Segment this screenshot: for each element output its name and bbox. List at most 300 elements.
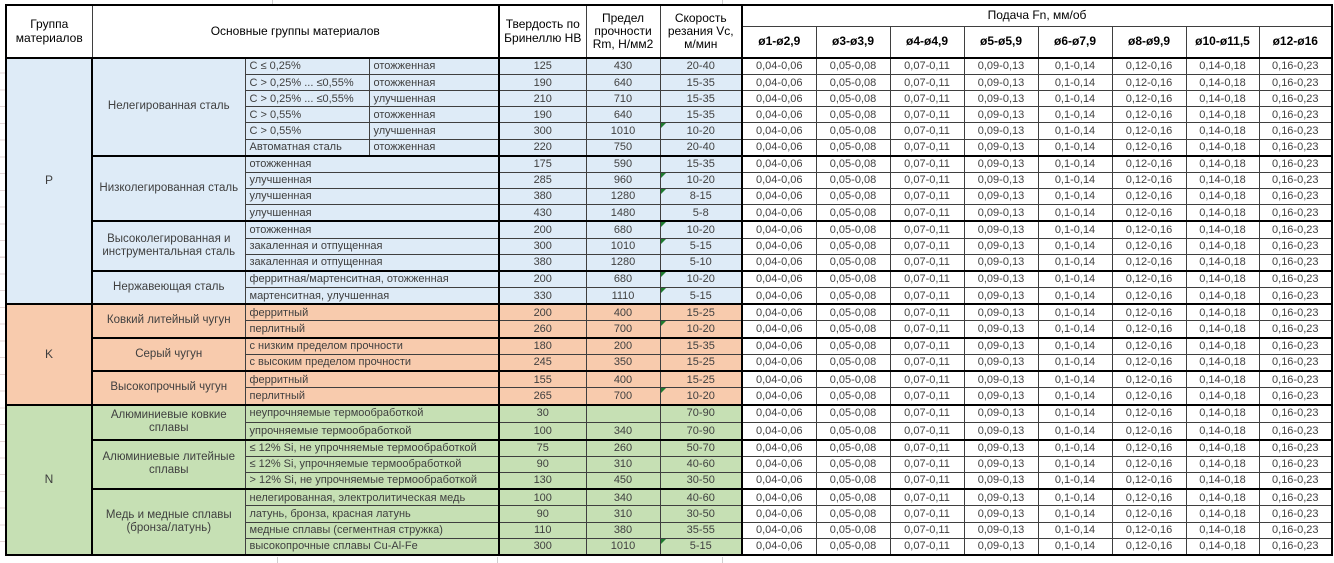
cell-feed: 0,14-0,18 (1186, 354, 1259, 371)
header-feed: Подача Fn, мм/об (742, 5, 1332, 27)
header-main-groups: Основные группы материалов (92, 5, 499, 58)
cell-feed: 0,07-0,11 (890, 139, 964, 156)
cell-feed: 0,12-0,16 (1112, 205, 1186, 222)
cell-feed: 0,1-0,14 (1038, 254, 1112, 271)
cell-speed-vc (660, 405, 742, 423)
cell-feed: 0,16-0,23 (1259, 538, 1332, 555)
cell-speed-vc-text: 15-35 (686, 340, 715, 353)
cell-feed: 0,07-0,11 (890, 91, 964, 107)
cell-feed: 0,16-0,23 (1259, 489, 1332, 506)
cell-speed-vc-text: 5-10 (689, 256, 712, 269)
cell-speed-vc (660, 506, 742, 522)
cell-hardness-hb: 300 (499, 123, 586, 139)
cell-speed-vc-text: 35-55 (686, 523, 715, 536)
cell-hardness-hb: 30 (499, 405, 586, 423)
cell-feed: 0,14-0,18 (1186, 422, 1259, 440)
cell-section-name: Ковкий литейный чугун (92, 304, 245, 337)
cell-material-state: отожженная (369, 107, 499, 123)
cell-material-detail: отожженная (245, 156, 499, 173)
cell-speed-vc-text: 20-40 (686, 60, 715, 73)
cell-speed-vc-text: 40-60 (686, 458, 715, 471)
cell-feed: 0,09-0,13 (964, 91, 1038, 107)
cell-section-name: Алюминиевые литейные сплавы (92, 440, 245, 490)
cell-feed: 0,09-0,13 (964, 58, 1038, 75)
cell-feed: 0,04-0,06 (742, 354, 816, 371)
cell-feed: 0,04-0,06 (742, 189, 816, 205)
cell-feed: 0,16-0,23 (1259, 156, 1332, 173)
cell-speed-vc (660, 254, 742, 271)
cell-material-detail: ферритный (245, 371, 499, 388)
cell-feed: 0,05-0,08 (816, 321, 890, 338)
cell-feed: 0,1-0,14 (1038, 238, 1112, 254)
cell-material-detail: перлитный (245, 388, 499, 405)
cell-feed: 0,04-0,06 (742, 371, 816, 388)
cell-feed: 0,16-0,23 (1259, 91, 1332, 107)
cell-feed: 0,12-0,16 (1112, 221, 1186, 238)
cell-feed: 0,1-0,14 (1038, 271, 1112, 288)
cell-feed: 0,14-0,18 (1186, 405, 1259, 423)
cell-feed: 0,16-0,23 (1259, 338, 1332, 355)
cell-feed: 0,12-0,16 (1112, 288, 1186, 305)
cell-feed: 0,09-0,13 (964, 288, 1038, 305)
cell-material-detail: Автоматная сталь (245, 139, 369, 156)
cell-material-detail: улучшенная (245, 205, 499, 222)
cell-strength-rm: 1010 (586, 538, 660, 555)
cell-feed: 0,09-0,13 (964, 321, 1038, 338)
cell-feed: 0,12-0,16 (1112, 156, 1186, 173)
cell-feed: 0,1-0,14 (1038, 205, 1112, 222)
cell-material-detail: отожженная (245, 221, 499, 238)
error-indicator-icon (661, 539, 666, 544)
cell-feed: 0,14-0,18 (1186, 189, 1259, 205)
cell-feed: 0,16-0,23 (1259, 422, 1332, 440)
cell-speed-vc-text: 5-15 (689, 540, 712, 553)
cell-feed: 0,16-0,23 (1259, 371, 1332, 388)
cell-feed: 0,1-0,14 (1038, 139, 1112, 156)
cell-group-letter: K (6, 304, 92, 404)
cell-speed-vc (660, 304, 742, 321)
cell-feed: 0,04-0,06 (742, 456, 816, 472)
cell-feed: 0,09-0,13 (964, 139, 1038, 156)
cell-strength-rm: 710 (586, 91, 660, 107)
cell-section-name: Нелегированная сталь (92, 58, 245, 156)
cell-feed: 0,1-0,14 (1038, 354, 1112, 371)
cell-feed: 0,05-0,08 (816, 422, 890, 440)
cell-feed: 0,1-0,14 (1038, 91, 1112, 107)
cell-hardness-hb: 75 (499, 440, 586, 457)
header-diameter: ø3-ø3,9 (816, 27, 890, 59)
cell-material-detail: мартенситная, улучшенная (245, 288, 499, 305)
cell-feed: 0,07-0,11 (890, 205, 964, 222)
cell-feed: 0,1-0,14 (1038, 221, 1112, 238)
cell-feed: 0,16-0,23 (1259, 473, 1332, 490)
cell-strength-rm: 1110 (586, 288, 660, 305)
cell-feed: 0,16-0,23 (1259, 304, 1332, 321)
cell-feed: 0,14-0,18 (1186, 107, 1259, 123)
cell-feed: 0,12-0,16 (1112, 473, 1186, 490)
cell-material-detail: высокопрочные сплавы Cu-Al-Fe (245, 538, 499, 555)
cell-speed-vc-text: 70-90 (686, 424, 715, 437)
cell-hardness-hb: 200 (499, 304, 586, 321)
cell-material-detail: C ≤ 0,25% (245, 58, 369, 75)
cell-speed-vc (660, 489, 742, 506)
cell-feed: 0,12-0,16 (1112, 456, 1186, 472)
cell-speed-vc (660, 354, 742, 371)
cell-section-name: Нержавеющая сталь (92, 271, 245, 304)
error-indicator-icon (661, 222, 666, 227)
cell-feed: 0,09-0,13 (964, 473, 1038, 490)
cell-speed-vc-text: 50-70 (686, 442, 715, 455)
cutting-data-table (5, 4, 1333, 556)
cell-speed-vc-text: 15-25 (686, 356, 715, 369)
cell-feed: 0,12-0,16 (1112, 388, 1186, 405)
cell-feed: 0,16-0,23 (1259, 107, 1332, 123)
cell-feed: 0,04-0,06 (742, 489, 816, 506)
cell-feed: 0,09-0,13 (964, 271, 1038, 288)
cell-feed: 0,07-0,11 (890, 304, 964, 321)
cell-speed-vc (660, 123, 742, 139)
cell-feed: 0,05-0,08 (816, 58, 890, 75)
cell-speed-vc-text: 70-90 (686, 407, 715, 420)
cell-feed: 0,1-0,14 (1038, 489, 1112, 506)
cell-speed-vc (660, 238, 742, 254)
cell-feed: 0,16-0,23 (1259, 522, 1332, 538)
cell-feed: 0,07-0,11 (890, 405, 964, 423)
header-speed-vc: Скорость резания Vc, м/мин (660, 5, 742, 58)
cell-feed: 0,09-0,13 (964, 304, 1038, 321)
cell-feed: 0,1-0,14 (1038, 473, 1112, 490)
cell-speed-vc-text: 20-40 (686, 141, 715, 154)
cell-hardness-hb: 100 (499, 489, 586, 506)
cell-feed: 0,05-0,08 (816, 156, 890, 173)
cell-feed: 0,04-0,06 (742, 388, 816, 405)
cell-hardness-hb: 265 (499, 388, 586, 405)
cell-speed-vc (660, 456, 742, 472)
cell-feed: 0,12-0,16 (1112, 489, 1186, 506)
cell-feed: 0,04-0,06 (742, 172, 816, 188)
cell-hardness-hb: 380 (499, 254, 586, 271)
cell-material-detail: ≤ 12% Si, упрочняемые термообработкой (245, 456, 499, 472)
cell-feed: 0,12-0,16 (1112, 522, 1186, 538)
cell-feed: 0,07-0,11 (890, 354, 964, 371)
cell-hardness-hb: 90 (499, 506, 586, 522)
error-indicator-icon (661, 321, 666, 326)
cell-strength-rm (586, 405, 660, 423)
cell-feed: 0,05-0,08 (816, 172, 890, 188)
cell-feed: 0,1-0,14 (1038, 522, 1112, 538)
cell-speed-vc (660, 58, 742, 75)
cell-speed-vc-text: 40-60 (686, 491, 715, 504)
cell-feed: 0,09-0,13 (964, 221, 1038, 238)
cell-material-state: улучшенная (369, 123, 499, 139)
cell-feed: 0,07-0,11 (890, 156, 964, 173)
cell-feed: 0,16-0,23 (1259, 172, 1332, 188)
cell-hardness-hb: 300 (499, 538, 586, 555)
cell-strength-rm: 700 (586, 321, 660, 338)
cell-hardness-hb: 430 (499, 205, 586, 222)
cell-feed: 0,14-0,18 (1186, 321, 1259, 338)
cell-feed: 0,07-0,11 (890, 271, 964, 288)
cell-hardness-hb: 155 (499, 371, 586, 388)
cell-material-detail: ферритный (245, 304, 499, 321)
cell-feed: 0,04-0,06 (742, 58, 816, 75)
error-indicator-icon (661, 189, 666, 194)
cell-feed: 0,12-0,16 (1112, 354, 1186, 371)
cell-feed: 0,05-0,08 (816, 107, 890, 123)
sheet-gridline-stub (277, 557, 278, 563)
cell-speed-vc (660, 75, 742, 91)
cell-feed: 0,14-0,18 (1186, 254, 1259, 271)
cell-group-letter: P (6, 58, 92, 304)
cell-speed-vc (660, 422, 742, 440)
cell-feed: 0,12-0,16 (1112, 440, 1186, 457)
header-diameter: ø10-ø11,5 (1186, 27, 1259, 59)
cell-feed: 0,05-0,08 (816, 254, 890, 271)
cell-hardness-hb: 130 (499, 473, 586, 490)
cell-material-detail: упрочняемые термообработкой (245, 422, 499, 440)
cell-material-detail: ферритная/мартенситная, отожженная (245, 271, 499, 288)
cell-strength-rm: 1010 (586, 238, 660, 254)
cell-feed: 0,12-0,16 (1112, 321, 1186, 338)
cell-hardness-hb: 285 (499, 172, 586, 188)
cell-feed: 0,07-0,11 (890, 58, 964, 75)
cell-section-name: Высоколегированная и инструментальная сталь (92, 221, 245, 271)
cell-speed-vc-text: 8-15 (689, 190, 712, 203)
cell-hardness-hb: 180 (499, 338, 586, 355)
cell-feed: 0,1-0,14 (1038, 75, 1112, 91)
cell-strength-rm: 680 (586, 221, 660, 238)
cell-feed: 0,1-0,14 (1038, 189, 1112, 205)
cell-feed: 0,14-0,18 (1186, 388, 1259, 405)
cell-feed: 0,07-0,11 (890, 489, 964, 506)
header-diameter: ø4-ø4,9 (890, 27, 964, 59)
header-material-group: Группа материалов (6, 5, 92, 58)
cell-material-detail: > 12% Si, не упрочняемые термообработкой (245, 473, 499, 490)
cell-speed-vc (660, 156, 742, 173)
cell-speed-vc (660, 107, 742, 123)
cell-strength-rm: 340 (586, 489, 660, 506)
cell-feed: 0,16-0,23 (1259, 506, 1332, 522)
cell-feed: 0,05-0,08 (816, 271, 890, 288)
cell-material-detail: C > 0,25% ... ≤0,55% (245, 75, 369, 91)
cell-hardness-hb: 90 (499, 456, 586, 472)
cell-feed: 0,1-0,14 (1038, 172, 1112, 188)
cell-speed-vc-text: 10-20 (686, 174, 715, 187)
cell-speed-vc-text: 15-35 (686, 76, 715, 89)
cell-section-name: Серый чугун (92, 338, 245, 371)
cell-feed: 0,14-0,18 (1186, 338, 1259, 355)
cell-feed: 0,16-0,23 (1259, 405, 1332, 423)
cell-feed: 0,14-0,18 (1186, 172, 1259, 188)
cell-feed: 0,05-0,08 (816, 456, 890, 472)
cell-feed: 0,1-0,14 (1038, 304, 1112, 321)
cell-feed: 0,09-0,13 (964, 456, 1038, 472)
cell-hardness-hb: 260 (499, 321, 586, 338)
cell-strength-rm: 1010 (586, 123, 660, 139)
cell-feed: 0,16-0,23 (1259, 75, 1332, 91)
cell-feed: 0,09-0,13 (964, 338, 1038, 355)
cell-feed: 0,12-0,16 (1112, 405, 1186, 423)
cell-strength-rm: 700 (586, 388, 660, 405)
cell-feed: 0,07-0,11 (890, 473, 964, 490)
cell-feed: 0,05-0,08 (816, 371, 890, 388)
cell-speed-vc (660, 388, 742, 405)
cell-hardness-hb: 220 (499, 139, 586, 156)
cell-feed: 0,05-0,08 (816, 473, 890, 490)
cell-feed: 0,09-0,13 (964, 205, 1038, 222)
cell-material-state: отожженная (369, 58, 499, 75)
cell-feed: 0,16-0,23 (1259, 354, 1332, 371)
cell-feed: 0,07-0,11 (890, 254, 964, 271)
cell-strength-rm: 1280 (586, 254, 660, 271)
cell-feed: 0,04-0,06 (742, 107, 816, 123)
cell-feed: 0,07-0,11 (890, 172, 964, 188)
header-diameter: ø5-ø5,9 (964, 27, 1038, 59)
cell-feed: 0,1-0,14 (1038, 338, 1112, 355)
cell-speed-vc (660, 473, 742, 490)
cell-speed-vc (660, 522, 742, 538)
cell-hardness-hb: 380 (499, 189, 586, 205)
cell-feed: 0,09-0,13 (964, 489, 1038, 506)
cell-speed-vc-text: 10-20 (686, 322, 715, 335)
cell-feed: 0,16-0,23 (1259, 456, 1332, 472)
header-strength-rm: Предел прочности Rm, Н/мм2 (586, 5, 660, 58)
cell-strength-rm: 340 (586, 422, 660, 440)
cell-speed-vc (660, 371, 742, 388)
cell-feed: 0,14-0,18 (1186, 156, 1259, 173)
cell-speed-vc (660, 91, 742, 107)
cell-speed-vc-text: 10-20 (686, 389, 715, 402)
cell-strength-rm: 640 (586, 75, 660, 91)
cell-feed: 0,14-0,18 (1186, 440, 1259, 457)
cell-feed: 0,09-0,13 (964, 405, 1038, 423)
cell-feed: 0,04-0,06 (742, 321, 816, 338)
cell-feed: 0,14-0,18 (1186, 304, 1259, 321)
cell-strength-rm: 960 (586, 172, 660, 188)
cell-speed-vc-text: 30-50 (686, 474, 715, 487)
cell-feed: 0,05-0,08 (816, 354, 890, 371)
cell-material-detail: улучшенная (245, 189, 499, 205)
cell-feed: 0,04-0,06 (742, 238, 816, 254)
cell-strength-rm: 380 (586, 522, 660, 538)
error-indicator-icon (661, 272, 666, 277)
header-diameter: ø8-ø9,9 (1112, 27, 1186, 59)
cell-feed: 0,09-0,13 (964, 371, 1038, 388)
cell-feed: 0,05-0,08 (816, 288, 890, 305)
cell-feed: 0,05-0,08 (816, 538, 890, 555)
header-hardness-hb: Твердость по Бринеллю HB (499, 5, 586, 58)
cell-feed: 0,04-0,06 (742, 304, 816, 321)
cell-feed: 0,14-0,18 (1186, 522, 1259, 538)
cell-feed: 0,16-0,23 (1259, 238, 1332, 254)
cell-feed: 0,04-0,06 (742, 422, 816, 440)
cell-feed: 0,16-0,23 (1259, 321, 1332, 338)
cell-material-detail: C > 0,25% ... ≤0,55% (245, 91, 369, 107)
cell-feed: 0,14-0,18 (1186, 456, 1259, 472)
cell-feed: 0,04-0,06 (742, 288, 816, 305)
cell-feed: 0,16-0,23 (1259, 288, 1332, 305)
cell-feed: 0,16-0,23 (1259, 189, 1332, 205)
cell-feed: 0,04-0,06 (742, 473, 816, 490)
cell-feed: 0,12-0,16 (1112, 371, 1186, 388)
cell-feed: 0,05-0,08 (816, 221, 890, 238)
cell-feed: 0,05-0,08 (816, 338, 890, 355)
cell-feed: 0,04-0,06 (742, 522, 816, 538)
cell-hardness-hb: 245 (499, 354, 586, 371)
cell-feed: 0,12-0,16 (1112, 139, 1186, 156)
cell-material-detail: с низким пределом прочности (245, 338, 499, 355)
cell-material-detail: C > 0,55% (245, 107, 369, 123)
cell-speed-vc-text: 5-8 (692, 206, 709, 219)
cell-feed: 0,04-0,06 (742, 271, 816, 288)
cell-speed-vc-text: 10-20 (686, 223, 715, 236)
cell-strength-rm: 640 (586, 107, 660, 123)
cell-speed-vc (660, 221, 742, 238)
cell-feed: 0,05-0,08 (816, 75, 890, 91)
cell-feed: 0,05-0,08 (816, 205, 890, 222)
cell-feed: 0,16-0,23 (1259, 254, 1332, 271)
cell-feed: 0,09-0,13 (964, 422, 1038, 440)
cell-feed: 0,1-0,14 (1038, 156, 1112, 173)
cell-feed: 0,05-0,08 (816, 489, 890, 506)
cell-feed: 0,04-0,06 (742, 91, 816, 107)
cell-feed: 0,14-0,18 (1186, 91, 1259, 107)
cell-feed: 0,07-0,11 (890, 506, 964, 522)
cell-hardness-hb: 210 (499, 91, 586, 107)
cell-hardness-hb: 190 (499, 107, 586, 123)
cell-feed: 0,16-0,23 (1259, 205, 1332, 222)
cell-feed: 0,07-0,11 (890, 75, 964, 91)
cell-feed: 0,1-0,14 (1038, 440, 1112, 457)
cell-material-detail: латунь, бронза, красная латунь (245, 506, 499, 522)
cell-feed: 0,09-0,13 (964, 189, 1038, 205)
sheet-gridline-stub (497, 557, 498, 563)
cell-speed-vc (660, 288, 742, 305)
cell-feed: 0,1-0,14 (1038, 506, 1112, 522)
cell-feed: 0,04-0,06 (742, 205, 816, 222)
cell-feed: 0,09-0,13 (964, 238, 1038, 254)
header-diameter: ø6-ø7,9 (1038, 27, 1112, 59)
cell-strength-rm: 310 (586, 456, 660, 472)
cell-feed: 0,16-0,23 (1259, 58, 1332, 75)
cell-hardness-hb: 330 (499, 288, 586, 305)
error-indicator-icon (661, 388, 666, 393)
cell-hardness-hb: 175 (499, 156, 586, 173)
cell-feed: 0,09-0,13 (964, 440, 1038, 457)
cell-speed-vc-text: 5-15 (689, 239, 712, 252)
cell-feed: 0,04-0,06 (742, 156, 816, 173)
cell-feed: 0,09-0,13 (964, 156, 1038, 173)
cell-strength-rm: 680 (586, 271, 660, 288)
cell-feed: 0,04-0,06 (742, 440, 816, 457)
cell-speed-vc (660, 189, 742, 205)
cell-feed: 0,12-0,16 (1112, 123, 1186, 139)
cell-section-name: Алюминиевые ковкие сплавы (92, 405, 245, 440)
cell-feed: 0,16-0,23 (1259, 221, 1332, 238)
cell-feed: 0,12-0,16 (1112, 91, 1186, 107)
cell-material-detail: C > 0,55% (245, 123, 369, 139)
cell-feed: 0,1-0,14 (1038, 288, 1112, 305)
cell-feed: 0,05-0,08 (816, 139, 890, 156)
cell-feed: 0,09-0,13 (964, 354, 1038, 371)
cell-feed: 0,07-0,11 (890, 371, 964, 388)
cell-feed: 0,07-0,11 (890, 388, 964, 405)
cell-section-name: Высокопрочный чугун (92, 371, 245, 404)
cell-feed: 0,07-0,11 (890, 288, 964, 305)
cell-feed: 0,04-0,06 (742, 139, 816, 156)
cell-feed: 0,04-0,06 (742, 506, 816, 522)
cell-material-detail: с высоким пределом прочности (245, 354, 499, 371)
